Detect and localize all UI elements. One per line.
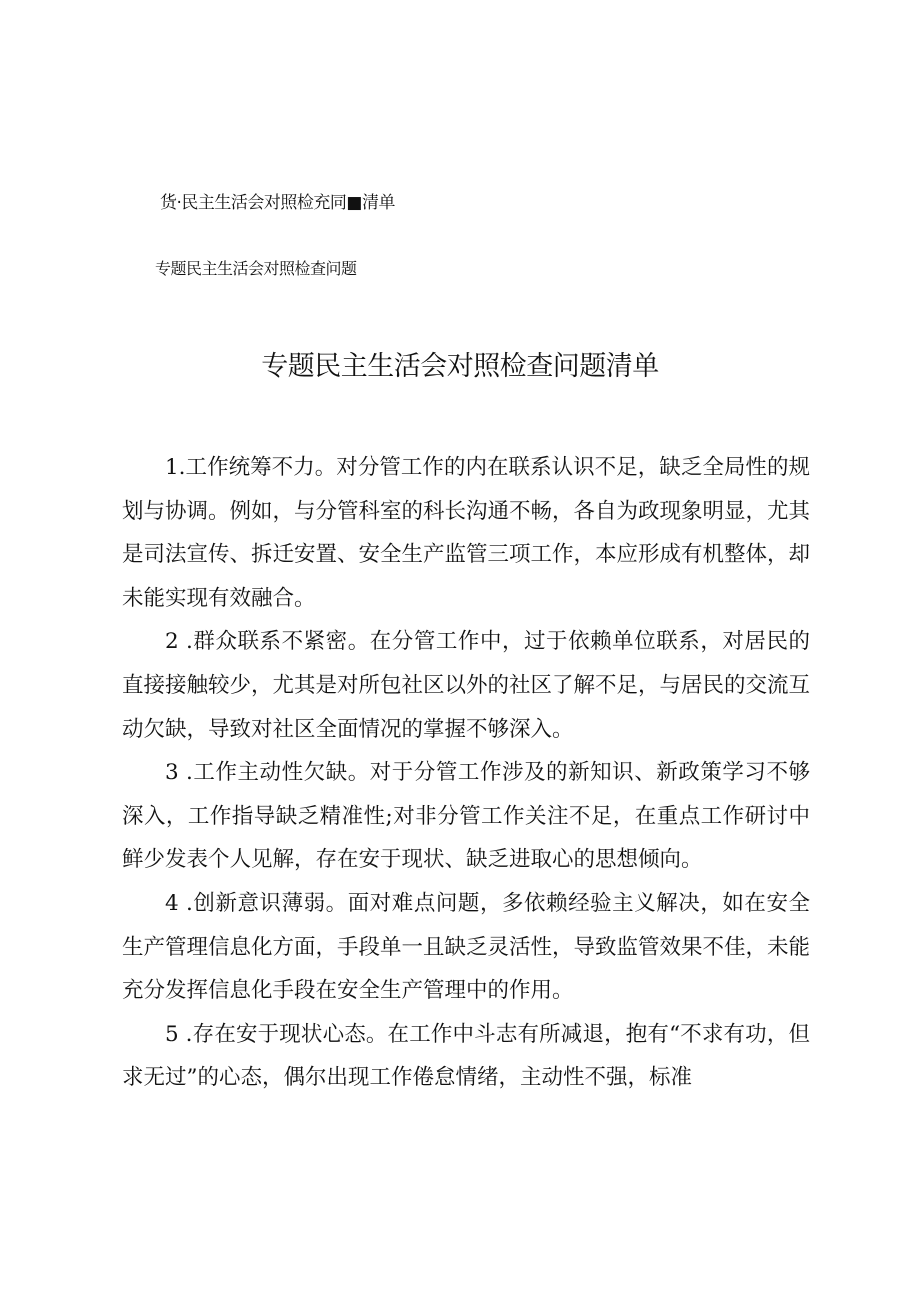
- document-header-line-1: 货·民主生活会对照检充同■清单: [160, 193, 395, 213]
- paragraph-item-4: 4 .创新意识薄弱。面对难点问题，多依赖经验主义解决，如在安全生产管理信息化方面，手段单一且缺乏灵活性，导致监管效果不佳，未能充分发挥信息化手段在安全生产管理中的作用。: [122, 890, 811, 1004]
- paragraph-item-2: 2 .群众联系不紧密。在分管工作中，过于依赖单位联系，对居民的直接接触较少，尤其是对所包社区以外的社区了解不足，与居民的交流互动欠缺，导致对社区全面情况的掌握不够深入。: [122, 629, 811, 742]
- document-body: [122, 446, 810, 1100]
- document-title: 专题民主生活会对照检查问题清单: [261, 351, 659, 382]
- paragraph-item-5: 5 .存在安于现状心态。在工作中斗志有所减退，抱有“不求有功，但求无过”的心态，偶尔出现工作倦怠情绪，主动性不强，标准: [122, 1021, 810, 1091]
- document-header-line-2: 专题民主生活会对照检查问题: [155, 259, 357, 278]
- paragraph-item-3: 3 .工作主动性欠缺。对于分管工作涉及的新知识、新政策学习不够深入，工作指导缺乏精准性;对非分管工作关注不足，在重点工作研讨中鲜少发表个人见解，存在安于现状、缺乏进取心的思想倾向。: [122, 760, 810, 873]
- paragraph-item-1: 1.工作统筹不力。对分管工作的内在联系认识不足，缺乏全局性的规划与协调。例如，与分管科室的科长沟通不畅，各自为政现象明显，尤其是司法宣传、拆迁安置、安全生产监管三项工作，本应形成有机整体，却未能实现有效融合。: [122, 455, 811, 611]
